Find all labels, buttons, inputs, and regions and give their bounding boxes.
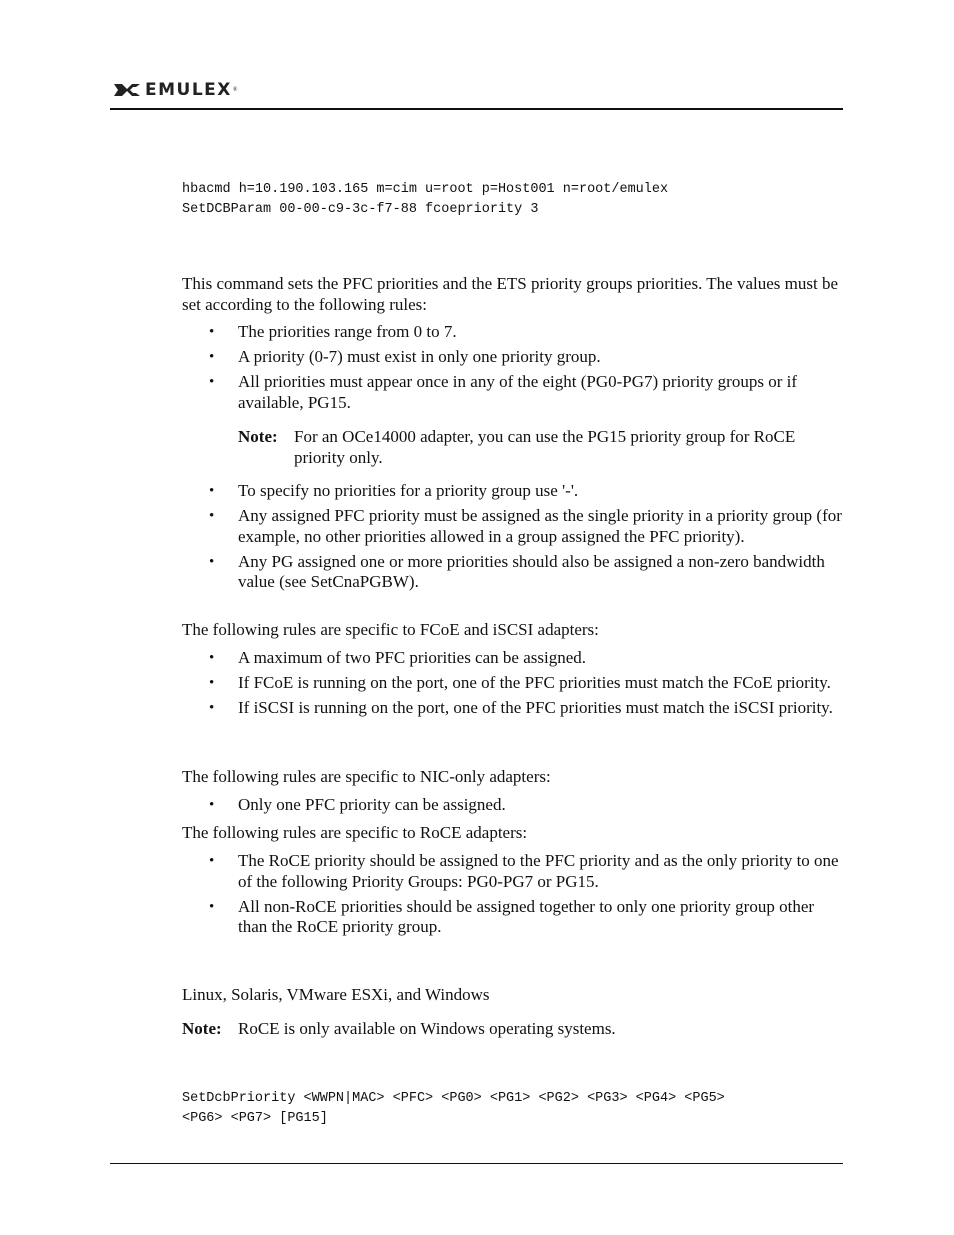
note-roce-windows [182, 1019, 842, 1040]
logo-text: EMULEX [145, 80, 232, 100]
example-code-block [182, 180, 668, 219]
general-rules-list-continued [182, 481, 842, 597]
note-label: Note: [182, 1019, 222, 1038]
code-line: SetDCBParam 00-00-c9-3c-f7-88 fcoepriority 3 [182, 201, 539, 217]
general-rules-list [182, 322, 842, 418]
supported-os-text: Linux, Solaris, VMware ESXi, and Windows [182, 985, 490, 1004]
list-item: • All non-RoCE priorities should be assigned together to only one priority group other than the RoCE priority group. [182, 897, 842, 938]
list-item: • If iSCSI is running on the port, one of the PFC priorities must match the iSCSI priority. [182, 698, 842, 719]
roce-rules-list [182, 851, 842, 942]
fcoe-rules-intro: The following rules are specific to FCoE and iSCSI adapters: [182, 620, 599, 639]
footer-divider [110, 1163, 843, 1164]
list-item: • The priorities range from 0 to 7. [182, 322, 842, 343]
code-line: hbacmd h=10.190.103.165 m=cim u=root p=Host001 n=root/emulex [182, 182, 669, 197]
list-item: • Any assigned PFC priority must be assigned as the single priority in a priority group (for example, no other priorities allowed in a group assigned the PFC priority). [182, 506, 842, 547]
code-line: <PG6> <PG7> [PG15] [182, 1110, 328, 1126]
roce-rules-intro: The following rules are specific to RoCE adapters: [182, 823, 528, 842]
emulex-logo [112, 80, 237, 100]
trademark-symbol: ® [232, 87, 238, 93]
note-text: For an OCe14000 adapter, you can use the PG15 priority group for RoCE priority only. [294, 427, 796, 467]
intro-paragraph: This command sets the PFC priorities and the ETS priority groups priorities. The values must be set according to the following rules: [182, 274, 838, 314]
list-item: • To specify no priorities for a priority group use '-'. [182, 481, 842, 502]
list-item: • A priority (0-7) must exist in only one priority group. [182, 347, 842, 368]
list-item: • Any PG assigned one or more priorities should also be assigned a non-zero bandwidth value (see SetCnaPGBW). [182, 552, 842, 593]
note-pg15 [238, 427, 843, 469]
nic-rules-list [182, 795, 842, 820]
list-item: • All priorities must appear once in any of the eight (PG0-PG7) priority groups or if available, PG15. [182, 372, 842, 413]
list-item: • Only one PFC priority can be assigned. [182, 795, 842, 816]
note-label: Note: [238, 427, 278, 446]
syntax-code-block [182, 1089, 725, 1128]
list-item: • A maximum of two PFC priorities can be assigned. [182, 648, 842, 669]
note-text: RoCE is only available on Windows operating systems. [238, 1019, 616, 1038]
list-item: • If FCoE is running on the port, one of the PFC priorities must match the FCoE priority. [182, 673, 842, 694]
emulex-logo-icon [112, 80, 142, 100]
fcoe-rules-list [182, 648, 842, 723]
header-divider [110, 108, 843, 110]
list-item: • The RoCE priority should be assigned to the PFC priority and as the only priority to one of the following Priority Groups: PG0-PG7 or PG15. [182, 851, 842, 892]
code-line: SetDcbPriority <WWPN|MAC> <PFC> <PG0> <PG1> <PG2> <PG3> <PG4> <PG5> [182, 1091, 725, 1106]
nic-rules-intro: The following rules are specific to NIC-only adapters: [182, 767, 551, 786]
